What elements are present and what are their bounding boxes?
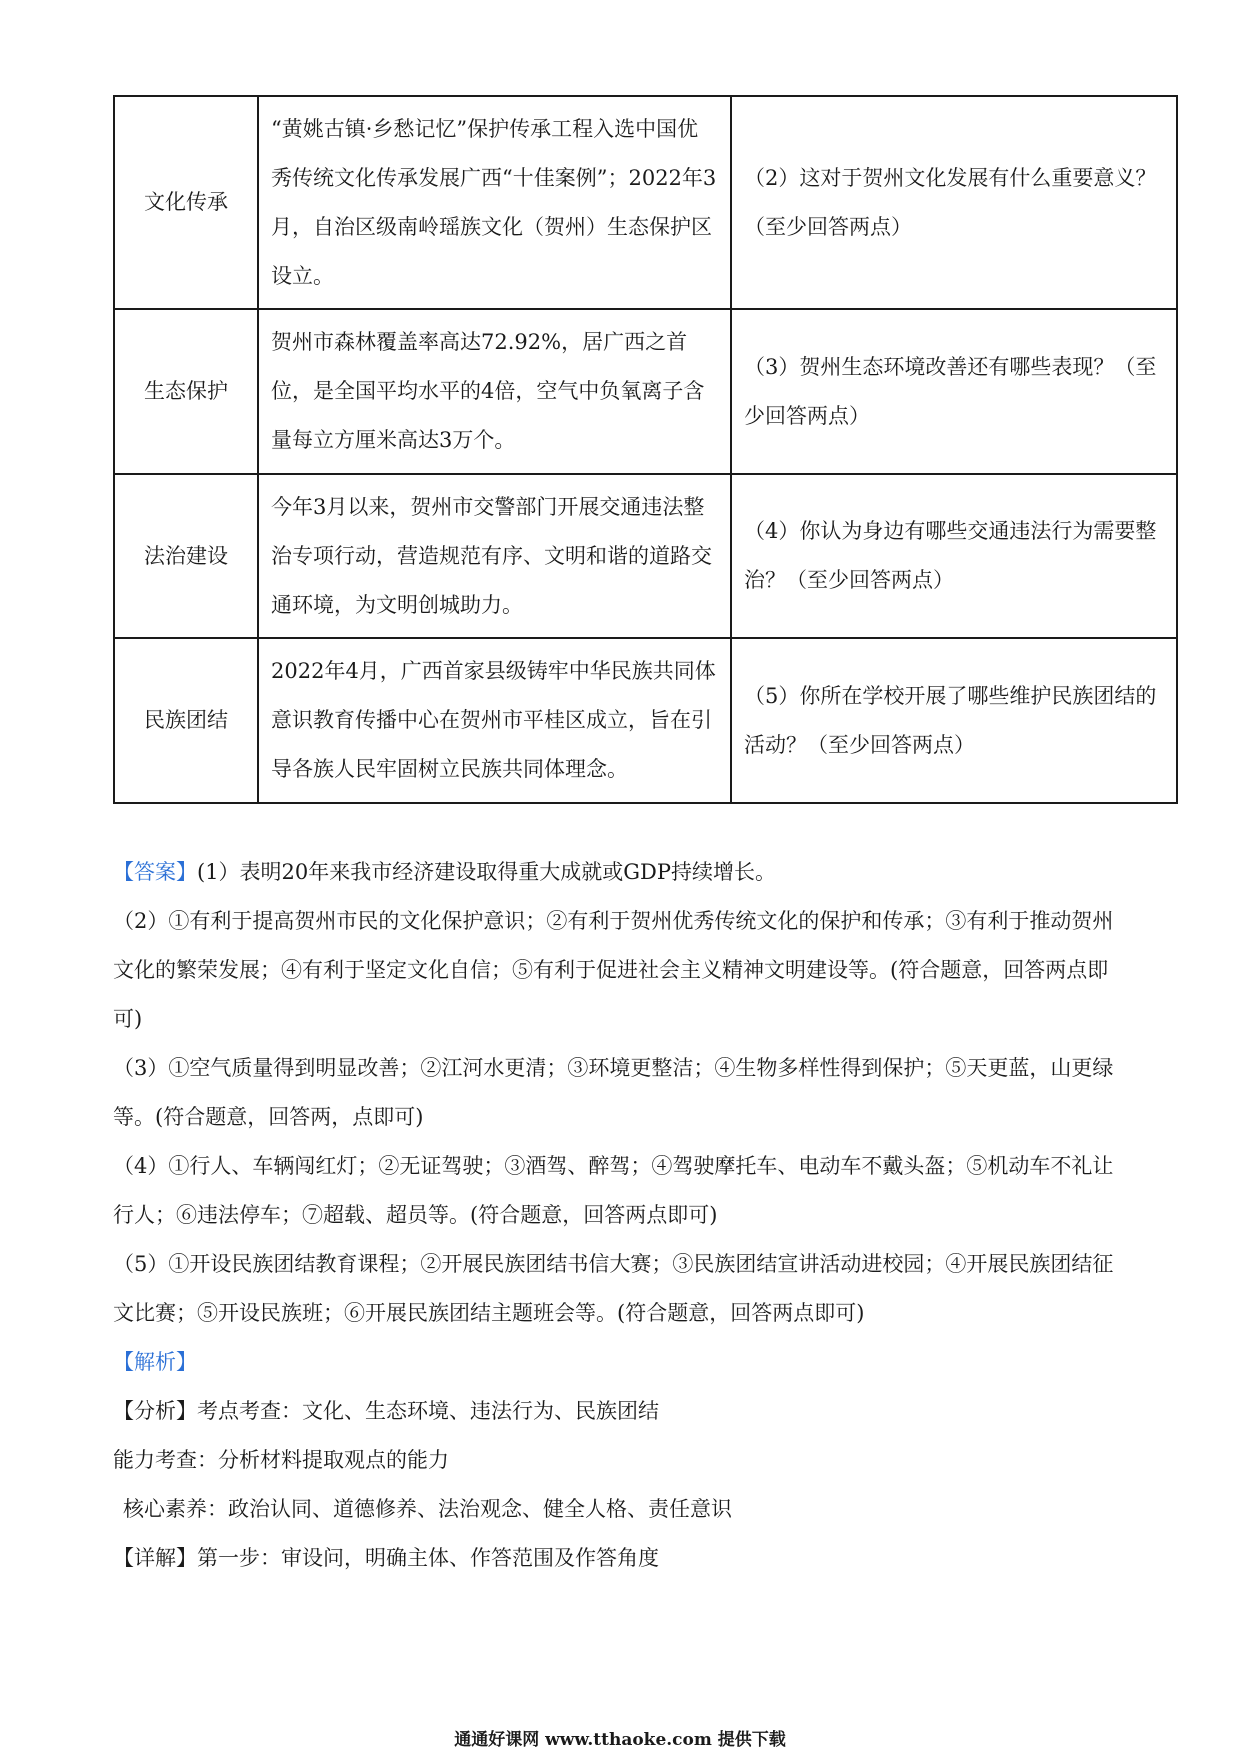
analysis-ability: 能力考查：分析材料提取观点的能力 (113, 1448, 449, 1472)
answer-4: （4）①行人、车辆闯红灯；②无证驾驶；③酒驾、醉驾；④驾驶摩托车、电动车不戴头盔；⑤机动车不礼让行人；⑥违法停车；⑦超载、超员等。(符合题意，回答两点即可) (113, 1154, 1114, 1227)
question-cell: （4）你认为身边有哪些交通违法行为需要整治？（至少回答两点） (731, 474, 1177, 638)
page-footer: 通通好课网 www.tthaoke.com 提供下载 (454, 1730, 786, 1750)
xiangjie-label: 【详解】 (113, 1546, 197, 1570)
question-cell: （5）你所在学校开展了哪些维护民族团结的活动？（至少回答两点） (731, 638, 1177, 803)
analysis-fenxi (113, 1387, 1123, 1436)
analysis-heading (113, 1338, 1123, 1387)
topic-cell: 生态保护 (114, 309, 258, 474)
fenxi-label: 【分析】 (113, 1399, 197, 1423)
answer-section (113, 848, 1123, 1583)
answer-5: （5）①开设民族团结教育课程；②开展民族团结书信大赛；③民族团结宣讲活动进校园；④开展民族团结征文比赛；⑤开设民族班；⑥开展民族团结主题班会等。(符合题意，回答两点即可) (113, 1252, 1114, 1325)
analysis-xiangjie (113, 1534, 1123, 1583)
table-row (114, 96, 1177, 309)
material-table (113, 95, 1178, 804)
answer-1-text: (1）表明20年来我市经济建设取得重大成就或GDP持续增长。 (197, 860, 777, 884)
answer-2: （2）①有利于提高贺州市民的文化保护意识；②有利于贺州优秀传统文化的保护和传承；③有利于推动贺州文化的繁荣发展；④有利于坚定文化自信；⑤有利于促进社会主义精神文明建设等。(符合题意，回答两点即可) (113, 909, 1114, 1031)
answer-3: （3）①空气质量得到明显改善；②江河水更清；③环境更整洁；④生物多样性得到保护；⑤天更蓝，山更绿等。(符合题意，回答两，点即可) (113, 1056, 1114, 1129)
table-row (114, 309, 1177, 474)
table-row (114, 638, 1177, 803)
topic-cell: 民族团结 (114, 638, 258, 803)
question-cell: （3）贺州生态环境改善还有哪些表现？（至少回答两点） (731, 309, 1177, 474)
answer-1 (113, 848, 1123, 897)
material-cell: “黄姚古镇·乡愁记忆”保护传承工程入选中国优秀传统文化传承发展广西“十佳案例”；2022年3月，自治区级南岭瑶族文化（贺州）生态保护区设立。 (258, 96, 731, 309)
material-cell: 今年3月以来，贺州市交警部门开展交通违法整治专项行动，营造规范有序、文明和谐的道路交通环境，为文明创城助力。 (258, 474, 731, 638)
analysis-core: 核心素养：政治认同、道德修养、法治观念、健全人格、责任意识 (123, 1497, 732, 1521)
table-row (114, 474, 1177, 638)
fenxi-text: 考点考查：文化、生态环境、违法行为、民族团结 (197, 1399, 659, 1423)
topic-cell: 文化传承 (114, 96, 258, 309)
question-cell: （2）这对于贺州文化发展有什么重要意义？（至少回答两点） (731, 96, 1177, 309)
answer-label: 【答案】 (113, 860, 197, 884)
material-cell: 2022年4月，广西首家县级铸牢中华民族共同体意识教育传播中心在贺州市平桂区成立，旨在引导各族人民牢固树立民族共同体理念。 (258, 638, 731, 803)
analysis-label: 【解析】 (113, 1350, 197, 1374)
xiangjie-text: 第一步：审设问，明确主体、作答范围及作答角度 (197, 1546, 659, 1570)
topic-cell: 法治建设 (114, 474, 258, 638)
material-cell: 贺州市森林覆盖率高达72.92%，居广西之首位，是全国平均水平的4倍，空气中负氧离子含量每立方厘米高达3万个。 (258, 309, 731, 474)
